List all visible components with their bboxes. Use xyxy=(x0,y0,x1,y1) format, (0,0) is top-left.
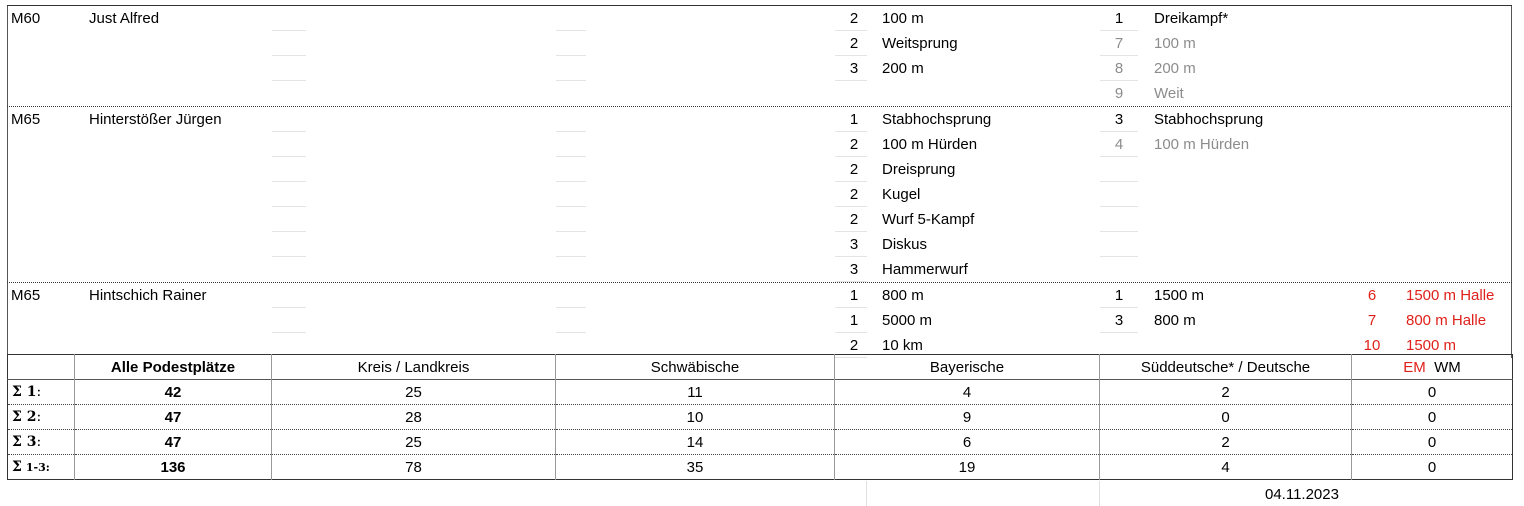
empty-cell-line xyxy=(556,30,586,31)
sum-schwaebische: 35 xyxy=(556,455,835,480)
sum-emwm: 0 xyxy=(1427,458,1437,476)
sum-alle: 47 xyxy=(75,405,272,430)
sum-suffix: : xyxy=(36,409,42,425)
sum-bayerische: 4 xyxy=(835,380,1100,405)
sum-symbol: Σ 2 xyxy=(12,409,37,425)
sum-bayerische: 19 xyxy=(835,455,1100,480)
summary-row xyxy=(8,455,1513,480)
header-em-wm xyxy=(1352,355,1513,380)
sum-deutsche: 4 xyxy=(1100,455,1352,480)
deutsche-place: 4 xyxy=(1114,136,1124,153)
em-event: 1500 m xyxy=(1406,337,1457,354)
sum-bayerische: 6 xyxy=(835,430,1100,455)
place-cell-line xyxy=(1100,332,1138,333)
bayerische-place: 3 xyxy=(849,60,859,77)
athlete-frame xyxy=(7,107,1512,282)
bayerische-place: 1 xyxy=(849,287,859,304)
em-event: 800 m Halle xyxy=(1406,312,1487,329)
empty-cell-line xyxy=(272,156,306,157)
deutsche-place: 1 xyxy=(1114,287,1124,304)
bayerische-place: 3 xyxy=(849,236,859,253)
bayerische-place: 2 xyxy=(849,35,859,52)
empty-cell-line xyxy=(556,206,586,207)
place-cell-line xyxy=(1100,181,1138,182)
footer-divider xyxy=(866,481,867,506)
empty-cell-line xyxy=(272,307,306,308)
footer-divider xyxy=(1099,481,1100,506)
place-cell-line xyxy=(835,80,867,81)
bayerische-place: 2 xyxy=(849,136,859,153)
empty-cell-line xyxy=(272,231,306,232)
empty-cell-line xyxy=(556,80,586,81)
athlete-block xyxy=(7,5,1512,106)
sum-suffix: 1-3: xyxy=(25,461,50,474)
sum-label xyxy=(8,380,75,405)
sum-deutsche: 0 xyxy=(1100,405,1352,430)
bayerische-place: 2 xyxy=(849,337,859,354)
empty-cell-line xyxy=(556,332,586,333)
em-place: 6 xyxy=(1367,287,1377,304)
bayerische-event: 5000 m xyxy=(882,312,933,329)
deutsche-event: 1500 m xyxy=(1154,287,1205,304)
bayerische-event: Dreisprung xyxy=(882,161,956,178)
athlete-block xyxy=(7,282,1512,358)
sum-symbol: Σ 1 xyxy=(12,384,37,400)
athlete-block xyxy=(7,106,1512,282)
empty-cell-line xyxy=(272,181,306,182)
bayerische-place: 2 xyxy=(849,186,859,203)
empty-cell-line xyxy=(272,30,306,31)
header-bayerische: Bayerische xyxy=(835,355,1100,380)
bayerische-event: 100 m Hürden xyxy=(882,136,978,153)
bayerische-place: 2 xyxy=(849,211,859,228)
empty-cell-line xyxy=(556,131,586,132)
place-cell-line xyxy=(1100,80,1138,81)
deutsche-place: 1 xyxy=(1114,10,1124,27)
bayerische-event: Hammerwurf xyxy=(882,261,968,278)
sum-kreis: 78 xyxy=(272,455,556,480)
bayerische-event: Kugel xyxy=(882,186,921,203)
sum-alle: 42 xyxy=(75,380,272,405)
bayerische-event: 100 m xyxy=(882,10,924,27)
sum-label xyxy=(8,405,75,430)
header-wm: WM xyxy=(1434,358,1461,376)
empty-cell-line xyxy=(556,307,586,308)
sum-deutsche: 2 xyxy=(1100,380,1352,405)
athlete-frame xyxy=(7,283,1512,358)
summary-table xyxy=(7,354,1513,480)
athlete-name: Hinterstößer Jürgen xyxy=(89,111,222,128)
deutsche-event: 100 m xyxy=(1154,35,1196,52)
athlete-sheet xyxy=(7,5,1512,358)
empty-cell-line xyxy=(556,231,586,232)
bayerische-place: 1 xyxy=(849,312,859,329)
bayerische-place: 1 xyxy=(849,111,859,128)
empty-cell-line xyxy=(272,80,306,81)
sum-label xyxy=(8,430,75,455)
sum-suffix: : xyxy=(36,384,42,400)
bayerische-event: 10 km xyxy=(882,337,923,354)
place-cell-line xyxy=(1100,206,1138,207)
sum-bayerische: 9 xyxy=(835,405,1100,430)
athlete-frame xyxy=(7,6,1512,106)
empty-cell-line xyxy=(556,55,586,56)
summary-row xyxy=(8,405,1513,430)
deutsche-place: 3 xyxy=(1114,312,1124,329)
sum-symbol: Σ xyxy=(12,459,22,475)
place-cell-line xyxy=(1100,307,1138,308)
bayerische-event: Stabhochsprung xyxy=(882,111,992,128)
deutsche-place: 9 xyxy=(1114,85,1124,102)
bayerische-event: 200 m xyxy=(882,60,924,77)
place-cell-line xyxy=(1100,55,1138,56)
header-alle-podestplaetze: Alle Podestplätze xyxy=(75,355,272,380)
sum-alle: 47 xyxy=(75,430,272,455)
header-em: EM xyxy=(1403,358,1426,376)
bayerische-event: Weitsprung xyxy=(882,35,958,52)
deutsche-event: Dreikampf* xyxy=(1154,10,1229,27)
summary-body xyxy=(8,380,1513,480)
empty-cell-line xyxy=(556,156,586,157)
deutsche-event: Stabhochsprung xyxy=(1154,111,1264,128)
sum-kreis: 25 xyxy=(272,430,556,455)
place-cell-line xyxy=(1100,30,1138,31)
deutsche-place: 3 xyxy=(1114,111,1124,128)
deutsche-event: Weit xyxy=(1154,85,1184,102)
empty-cell-line xyxy=(272,131,306,132)
report-date: 04.11.2023 xyxy=(1265,486,1339,503)
empty-cell-line xyxy=(272,256,306,257)
sum-label xyxy=(8,455,75,480)
sum-schwaebische: 11 xyxy=(556,380,835,405)
place-cell-line xyxy=(1100,231,1138,232)
sum-alle: 136 xyxy=(75,455,272,480)
deutsche-event: 200 m xyxy=(1154,60,1196,77)
bayerische-event: 800 m xyxy=(882,287,924,304)
em-place: 7 xyxy=(1367,312,1377,329)
deutsche-event: 800 m xyxy=(1154,312,1196,329)
deutsche-place: 8 xyxy=(1114,60,1124,77)
athlete-name: Just Alfred xyxy=(89,10,160,27)
empty-cell-line xyxy=(272,206,306,207)
header-deutsche: Süddeutsche* / Deutsche xyxy=(1100,355,1352,380)
header-schwaebische: Schwäbische xyxy=(556,355,835,380)
sum-kreis: 25 xyxy=(272,380,556,405)
bayerische-event: Wurf 5-Kampf xyxy=(882,211,975,228)
bayerische-place: 2 xyxy=(849,161,859,178)
sum-schwaebische: 14 xyxy=(556,430,835,455)
bayerische-place: 3 xyxy=(849,261,859,278)
bayerische-place: 2 xyxy=(849,10,859,27)
empty-cell-line xyxy=(272,332,306,333)
deutsche-place: 7 xyxy=(1114,35,1124,52)
empty-cell-line xyxy=(556,181,586,182)
sum-deutsche: 2 xyxy=(1100,430,1352,455)
header-kreis: Kreis / Landkreis xyxy=(272,355,556,380)
sum-emwm: 0 xyxy=(1427,408,1437,426)
age-class: M65 xyxy=(11,111,41,128)
summary-corner-cell xyxy=(8,355,75,380)
bayerische-event: Diskus xyxy=(882,236,928,253)
age-class: M60 xyxy=(11,10,41,27)
place-cell-line xyxy=(1100,256,1138,257)
empty-cell-line xyxy=(556,256,586,257)
sum-kreis: 28 xyxy=(272,405,556,430)
summary-row xyxy=(8,430,1513,455)
athlete-name: Hintschich Rainer xyxy=(89,287,207,304)
empty-cell-line xyxy=(272,55,306,56)
sum-schwaebische: 10 xyxy=(556,405,835,430)
sum-symbol: Σ 3 xyxy=(12,434,37,450)
summary-row xyxy=(8,380,1513,405)
em-event: 1500 m Halle xyxy=(1406,287,1495,304)
sum-suffix: : xyxy=(36,434,42,450)
sum-emwm: 0 xyxy=(1427,433,1437,451)
sum-emwm: 0 xyxy=(1427,383,1437,401)
deutsche-event: 100 m Hürden xyxy=(1154,136,1250,153)
age-class: M65 xyxy=(11,287,41,304)
place-cell-line xyxy=(1100,131,1138,132)
em-place: 10 xyxy=(1363,337,1381,354)
summary-header-row xyxy=(8,355,1513,380)
place-cell-line xyxy=(1100,156,1138,157)
